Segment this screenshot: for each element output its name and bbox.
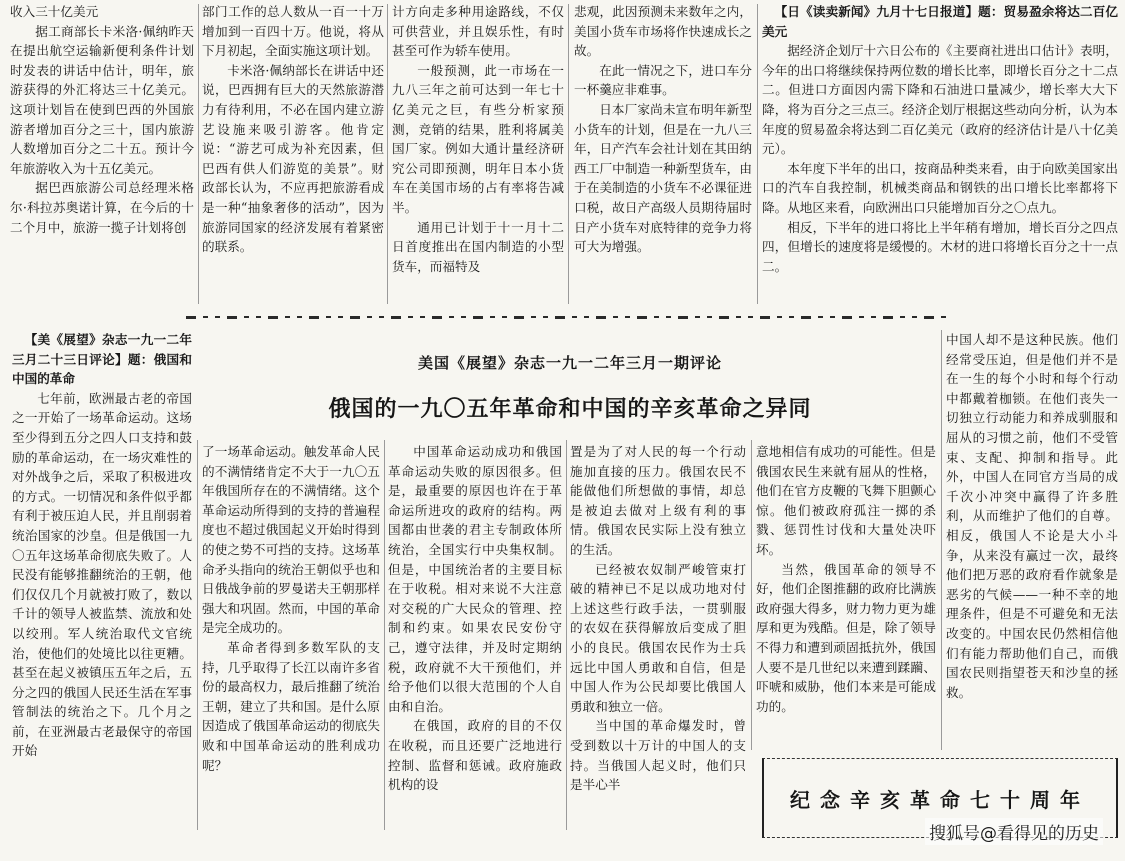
- paragraph: 据巴西旅游公司总经理米格尔·科拉苏奥诺计算，在今后的十二个月中，旅游一揽子计划将创: [10, 180, 194, 235]
- article-title: 俄国的一九〇五年革命和中国的辛亥革命之异同: [328, 396, 812, 422]
- section-divider: [186, 316, 946, 324]
- top-column-rule: [568, 4, 569, 304]
- article-column-4: [570, 442, 746, 830]
- source-line: 【美《展望》杂志一九一二年三月二十三日评论】题：俄国和中国的革命: [12, 332, 192, 387]
- paragraph: 本年度下半年的出口，按商品种类来看，由于向欧美国家出口的汽车自我控制，机械类商品和钢铁的出口增长比率都将下降。从地区来看，向欧洲出口只能增加百分之〇点九。: [762, 160, 1118, 215]
- paragraph: 在此一情况之下，进口车分一杯羹应非难事。: [574, 62, 752, 98]
- paragraph: 部门工作的总人数从一百一十万增加到一百四十万。他说，将从下月初起，全面实施这项计划。: [202, 4, 384, 59]
- paragraph: 悲观，此因预测未来数年之内，美国小货车市场将作快速成长之故。: [574, 4, 752, 59]
- article-column-rule: [384, 440, 385, 830]
- paragraph: 一般预测，此一市场在一九八三年之前可达到一年七十亿美元之巨，有些分析家预测，竞销的结果，胜利将属美国厂家。例如大通计量经济研究公司即预测，明年日本小货车在美国市场的占有率将告减半。: [392, 62, 564, 215]
- article-subtitle: 美国《展望》杂志一九一二年三月一期评论: [417, 354, 722, 372]
- paragraph: 已经被农奴制严峻管束打破的精神已不足以成功地对付上述这些行政手法，一贯驯服的农奴在获得解放后变成了胆小的良民。俄国农民作为士兵远比中国人勇敢和自信，但是中国人作为公民却要比俄国人勇敢和独立一倍。: [570, 561, 746, 714]
- top-column-rule: [198, 4, 199, 304]
- commemoration-text: 纪念辛亥革命七十周年: [790, 787, 1090, 812]
- top-column-rule: [757, 4, 758, 304]
- paragraph: 计方向走多种用途路线，不仅可供营业，并且娱乐性，有时甚至可作为轿车使用。: [392, 4, 564, 59]
- paragraph: 日本厂家尚未宣布明年新型小货车的计划，但是在一九八三年，日产汽车会社计划在其田纳西工厂中制造一种新型货车，由于在美制造的小货车不必课征进口税，故日产高级人员期待届时日产小货车对底特律的竞争力将可大为增强。: [574, 101, 752, 255]
- top-column-1: [10, 2, 194, 306]
- article-column-5: [756, 442, 936, 752]
- paragraph: 通用已计划于十一月十二日首度推出在国内制造的小型货车，而福特及: [392, 219, 564, 274]
- top-column-4: [574, 2, 752, 306]
- article-column-rule: [566, 440, 567, 830]
- top-column-5: [762, 2, 1118, 306]
- paragraph: 置是为了对人民的每一个行动施加直接的压力。俄国农民不能做他们所想做的事情，却总是被迫去做对上级有利的事情。俄国农民实际上没有独立的生活。: [570, 444, 746, 557]
- source-line: 【日《读卖新闻》九月十七日报道】题：贸易盈余将达二百亿美元: [762, 4, 1118, 39]
- paragraph: 在俄国，政府的目的不仅在收税，而且还要广泛地进行控制、监督和惩诫。政府施政机构的设: [388, 718, 562, 793]
- paragraph: 意地相信有成功的可能性。但是俄国农民生来就有屈从的性格，他们在官方皮鞭的飞舞下胆颤心惊。他们被政府孤注一掷的杀戮、惩罚性讨伐和大量处决吓坏。: [756, 444, 936, 557]
- paragraph: 了一场革命运动。触发革命人民的不满情绪肯定不大于一九〇五年俄国所存在的不满情绪。这个革命运动所得到的支持的普遍程度也不超过俄国起义开始时得到的使之势不可挡的支持。这场革命矛头指向的统治王朝似乎也和日俄战争前的罗曼诺夫王朝那样强大和巩固。然而，中国的革命是完全成功的。: [202, 444, 380, 636]
- paragraph: 卡米洛·佩纳部长在讲话中还说，巴西拥有巨大的天然旅游潜力有待利用，不必在国内建立游艺设施来吸引游客。他肯定说：“游艺可成为补充因素，但巴西有供人们游览的美景”。财政部长认为，不应再把旅游看成是一种“抽象奢侈的活动”，因为旅游同国家的经济发展有着紧密的联系。: [202, 62, 384, 255]
- article-column-rule: [941, 330, 942, 750]
- top-column-rule: [387, 4, 388, 304]
- paragraph: 七年前，欧洲最古老的帝国之一开始了一场革命运动。这场至少得到五分之四人口支持和鼓励的革命运动，在一场灾难性的对外战争之后，采取了积极进攻的方式。一切情况和条件似乎都有利于被压迫人民，并且削弱着统治国家的沙皇。但是俄国一九〇五年这场革命彻底失败了。人民没有能够推翻统治的王朝，他们仅仅几个月就被打败了，数以千计的领导人被监禁、流放和处以绞刑。军人统治取代文官统治，使他们的处境比以往更糟。甚至在起义被镇压五年之后，五分之四的俄国人民还生活在军事管制法的统治之下。几个月之前，在亚洲最古老最保守的帝国开始: [12, 390, 192, 759]
- paragraph: 相反，下半年的进口将比上半年稍有增加，增长百分之四点四，但增长的速度将是缓慢的。木材的进口将增长百分之十一点二。: [762, 219, 1118, 274]
- article-column-rule: [751, 440, 752, 750]
- article-column-3: [388, 442, 562, 830]
- paragraph: 据工商部长卡米洛·佩纳昨天在提出航空运输新便利条件计划时发表的讲话中估计，明年，旅游获得的外汇将达三十亿美元。这项计划旨在使到巴西的外国旅游者增加百分之三十，国内旅游人数增加百分之二十五。预计今年旅游收入为十五亿美元。: [10, 23, 194, 176]
- article-column-2: [202, 442, 380, 830]
- paragraph: 中国革命运动成功和俄国革命运动失败的原因很多。但是，最重要的原因也许在于革命运所进攻的政府的结构。两国都由世袭的君主专制政体所统治，全国实行中央集权制。但是，中国统治者的主要目标在于收税。相对来说不大注意对交税的广大民众的管理、控制和约束。如果农民安份守己，遵守法律，并及时定期纳税，政府就不大干预他们，并给予他们以很大范围的个人自由和自治。: [388, 444, 562, 714]
- top-column-3: [392, 2, 564, 306]
- paragraph: 当然，俄国革命的领导不好，他们企图推翻的政府比满族政府强大得多，财力物力更为雄厚和更为残酷。但是，除了领导不得力和遭到顽固抵抗外，俄国人要不是几世纪以来遭到蹂躏、吓唬和威胁，他们本来是可能成功的。: [756, 561, 936, 714]
- watermark: 搜狐号@看得见的历史: [925, 818, 1103, 845]
- article-column-6: [946, 330, 1118, 752]
- article-column-1: [12, 330, 192, 830]
- top-column-2: [202, 2, 384, 306]
- paragraph: 当中国的革命爆发时，曾受到数以十万计的中国人的支持。当俄国人起义时，他们只是半心半: [570, 718, 746, 793]
- article-column-rule: [197, 440, 198, 830]
- paragraph: 中国人却不是这种民族。他们经常受压迫，但是他们并不是在一生的每个小时和每个行动中都戴着枷锁。在他们丧失一切独立行动能力和养成驯服和屈从的习惯之前，他们不受管束、支配、抑制和指导。此外，中国人在同官方当局的成千次小冲突中赢得了许多胜利，从而维护了他们的自尊。相反，俄国人不论是大小斗争，从来没有赢过一次，最终他们把万恶的政府看作就象是恶劣的气候——一种不幸的地理条件，但是不可避免和无法改变的。中国农民仍然相信他们有能力帮助他们自己，而俄国农民则指望苍天和沙皇的拯救。: [946, 332, 1118, 700]
- paragraph: 据经济企划厅十六日公布的《主要商社进出口估计》表明，今年的出口将继续保持两位数的增长比率，即增长百分之十二点二。但进口方面因内需下降和石油进口量减少，增长率大大下降，将为百分之三点三。经济企划厅根据这些动向分析，认为本年度的贸易盈余将达到二百亿美元（政府的经济估计是八十亿美元）。: [762, 43, 1118, 157]
- paragraph: 收入三十亿美元: [10, 4, 99, 19]
- paragraph: 革命者得到多数军队的支持，几乎取得了长江以南许多省份的最高权力，最后推翻了统治王朝，建立了共和国。是什么原因造成了俄国革命运动的彻底失败和中国革命运动的胜利成功呢？: [202, 639, 380, 773]
